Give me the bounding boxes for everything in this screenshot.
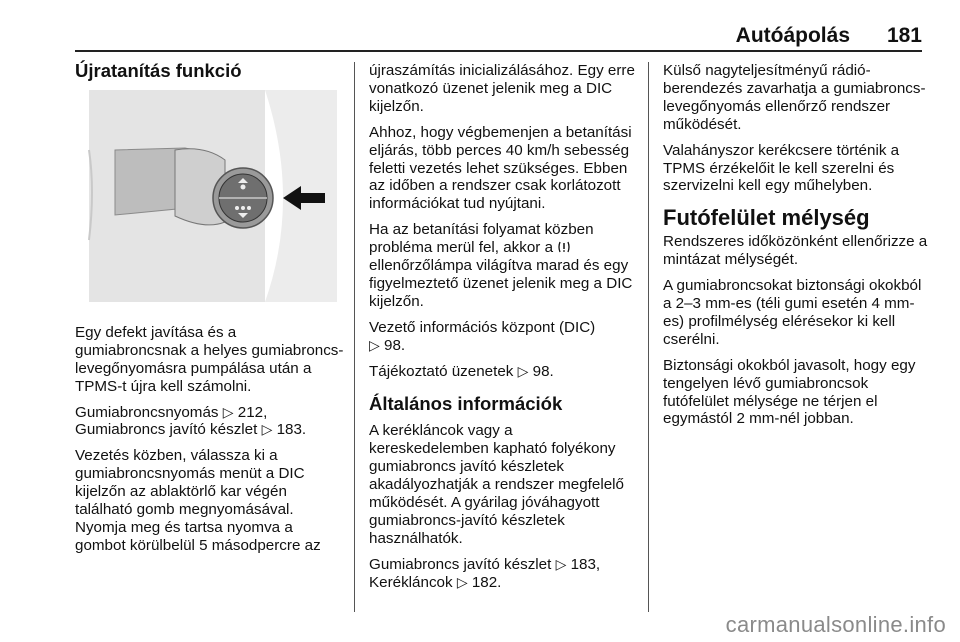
reference-arrow-icon: ▷ <box>517 362 529 379</box>
page-reference-link[interactable]: 212 <box>237 403 264 421</box>
paragraph: A kerékláncok vagy a kereskedelemben kapható folyékony gumiabroncs javító készletek akadályozhatják a rendszer megfelelő működését. A gyárilag jóváhagyott gumiabroncs-javító készletek használhatók. <box>369 422 624 547</box>
column-divider <box>648 62 649 612</box>
paragraph: újraszámítás inicializálásához. Egy erre vonatkozó üzenet jelenik meg a DIC kijelzőn. <box>369 62 635 115</box>
page-title: Autóápolás <box>735 24 850 47</box>
tire-pressure-warning-icon <box>557 239 571 256</box>
paragraph: Ha az betanítási folyamat közben probléma merül fel, akkor a ellenőrzőlámpa világítva marad és egy figyelmeztető üzenet jelenik meg a DIC kijelzőn. <box>369 221 633 310</box>
reference-arrow-icon: ▷ <box>555 555 567 572</box>
watermark-text: carmanualsonline.info <box>725 612 946 637</box>
paragraph: Biztonsági okokból javasolt, hogy egy tengelyen lévő gumiabroncsok futófelület mélysége ne térjen el egymástól 2 mm-nél jobban. <box>663 356 916 428</box>
page-reference-link[interactable]: 182 <box>471 573 498 591</box>
paragraph: Egy defekt javítása és a gumiabroncsnak a helyes gumiabroncs-levegőnyomásra pumpálása után a TPMS-t újra kell számolni. <box>75 323 344 395</box>
column-2 <box>369 62 635 600</box>
section-heading-retrain: Újratanítás funkció <box>75 60 242 81</box>
column-3 <box>663 62 933 436</box>
paragraph: Vezető információs központ (DIC) ▷ 98. <box>369 318 596 354</box>
column-1 <box>75 62 345 563</box>
page-reference-link[interactable]: 98 <box>532 362 550 380</box>
page-reference-link[interactable]: 183 <box>276 421 302 439</box>
wiper-lever-button-illustration <box>75 90 337 302</box>
paragraph: Tájékoztató üzenetek ▷ 98. <box>369 362 554 380</box>
column-divider <box>354 62 355 612</box>
paragraph: Ahhoz, hogy végbemenjen a betanítási eljárás, több perces 40 km/h sebesség feletti vezetés lehet szükséges. Ebben az időben a rendszer csak korlátozott információkat tud nyújtani. <box>369 123 632 213</box>
paragraph: Vezetés közben, válassza ki a gumiabroncsnyomás menüt a DIC kijelzőn az ablaktörlő kar végén található gomb megnyomásával. Nyomja meg és tartsa nyomva a gombot körülbelül 5 másodpercre az <box>75 447 321 554</box>
paragraph: A gumiabroncsokat biztonsági okokból a 2–3 mm-es (téli gumi esetén 4 mm-es) profilmélység elérésekor ki kell cserélni. <box>663 277 922 348</box>
reference-arrow-icon: ▷ <box>261 421 273 438</box>
paragraph: Rendszeres időközönként ellenőrizze a mintázat mélységét. <box>663 233 928 269</box>
paragraph: Valahányszor kerékcsere történik a TPMS érzékelőit le kell szerelni és szervizelni kell egy műhelyben. <box>663 141 900 195</box>
section-heading-general: Általános információk <box>369 392 563 414</box>
page-reference-link[interactable]: 98 <box>384 336 401 354</box>
paragraph: Gumiabroncs javító készlet ▷ 183, Kerékláncok ▷ 182. <box>369 555 601 591</box>
reference-arrow-icon: ▷ <box>369 336 380 353</box>
reference-arrow-icon: ▷ <box>222 403 234 420</box>
paragraph: Gumiabroncsnyomás ▷ 212, Gumiabroncs javító készlet ▷ 183. <box>75 403 307 439</box>
section-heading-tread-depth: Futófelület mélység <box>663 205 870 231</box>
paragraph: Külső nagyteljesítményű rádió-berendezés zavarhatja a gumiabroncs-levegőnyomás ellenőrző rendszer működését. <box>663 62 926 133</box>
page-number: 181 <box>886 24 922 47</box>
page-header <box>75 22 922 52</box>
reference-arrow-icon: ▷ <box>456 573 468 590</box>
page-reference-link[interactable]: 183 <box>570 555 596 573</box>
